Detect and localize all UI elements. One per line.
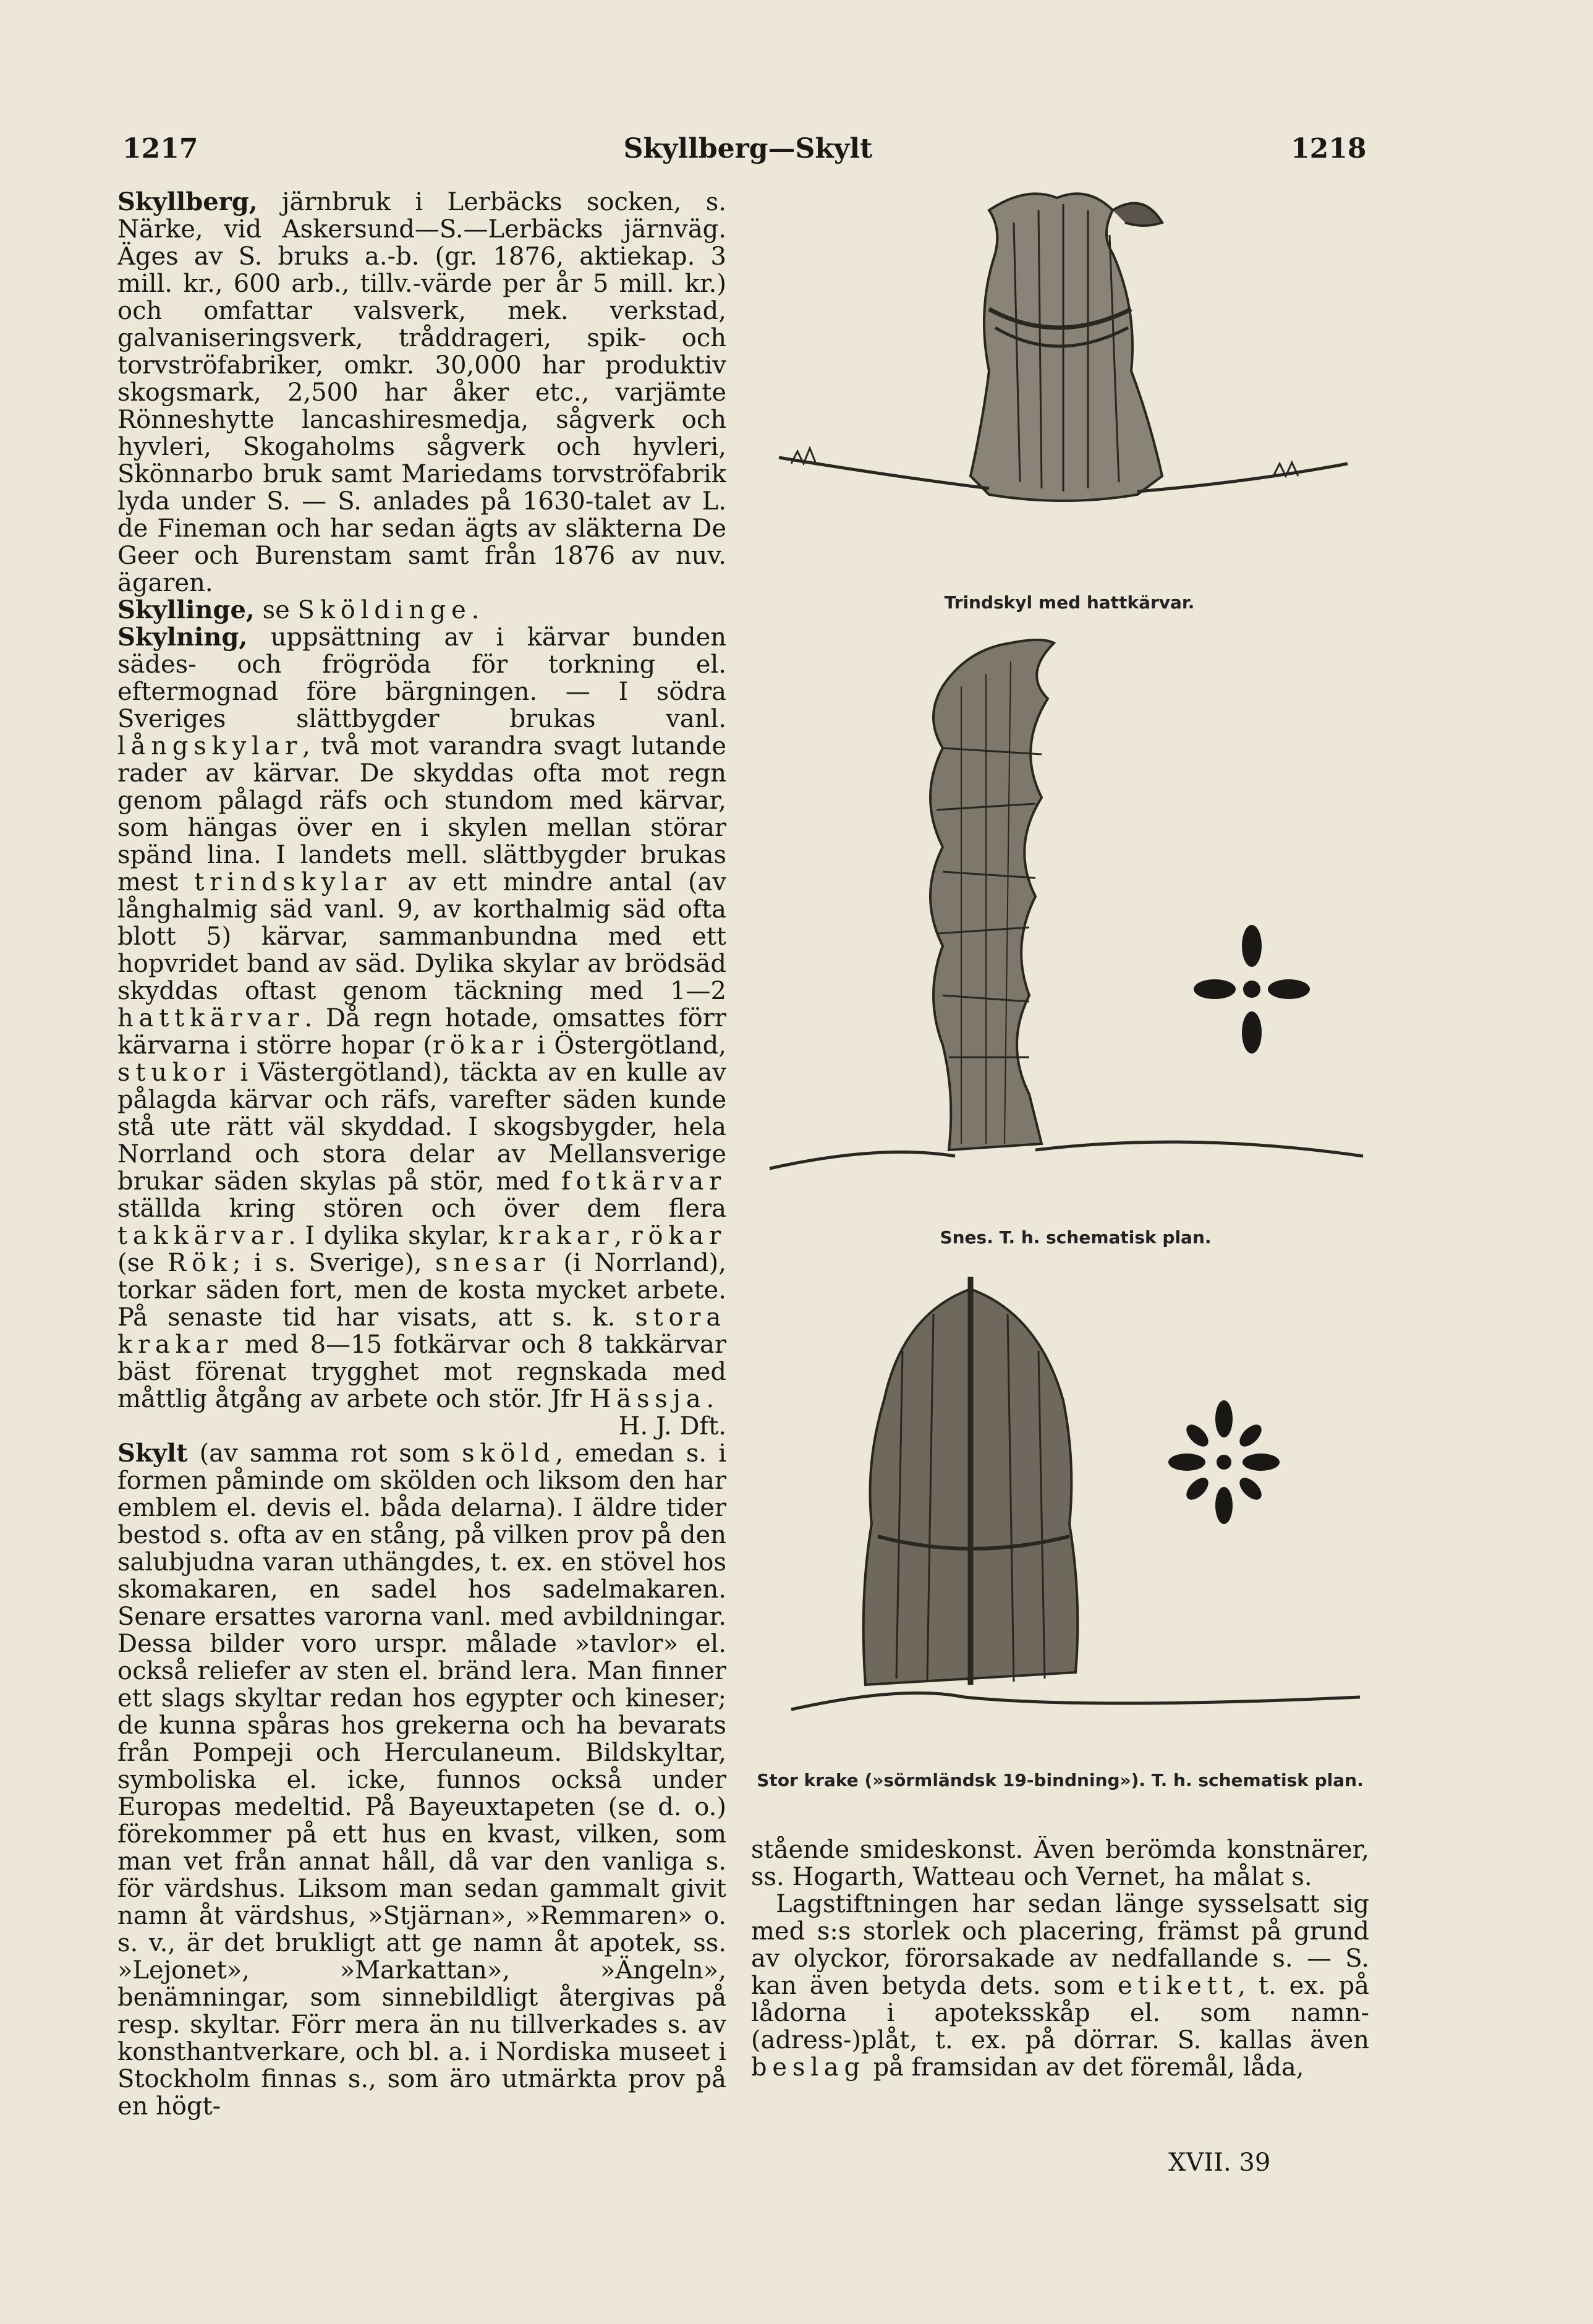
entry-skylt-paragraph bbox=[751, 1891, 1369, 2081]
cross-reference: Sköldinge bbox=[297, 596, 472, 624]
headword-skylt: Skylt bbox=[117, 1439, 188, 1468]
spaced-term: långskylar bbox=[117, 732, 303, 760]
figure-trindskyl-illustration bbox=[767, 185, 1360, 581]
entry-text: ; i s. Sverige), bbox=[232, 1249, 436, 1277]
entry-text: ställda kring stören och över dem flera bbox=[117, 1194, 726, 1223]
spaced-term: stukor bbox=[117, 1058, 231, 1087]
entry-skylt bbox=[117, 1440, 726, 2120]
headword-skyllberg: Skyllberg, bbox=[117, 189, 258, 216]
entry-text: , två mot varandra svagt lutande rader av kärvar. De skyddas ofta mot regn genom pålagd räfs och stundom med kärvar, som hängas över en i skylen mellan störar spänd lina. I landets mell. slättbygder brukas mest bbox=[117, 732, 726, 896]
entry-text: . I dylika skylar, bbox=[288, 1222, 499, 1250]
schematic-plan-krake bbox=[1168, 1400, 1280, 1524]
spaced-term: Rök bbox=[168, 1249, 232, 1277]
volume-signature: XVII. 39 bbox=[1168, 2148, 1271, 2177]
figure-krake-illustration bbox=[779, 1277, 1372, 1759]
spaced-term: krakar bbox=[498, 1222, 614, 1250]
spaced-term: Hässja bbox=[589, 1385, 707, 1413]
figure-snes-illustration bbox=[757, 624, 1375, 1218]
entry-text: , t. ex. på lådorna i apoteksskåp el. som namn-(adress-)plåt, t. ex. på dörrar. S. kallas även bbox=[751, 1972, 1369, 2054]
headword-skylning: Skylning, bbox=[117, 623, 248, 652]
entry-text: . bbox=[706, 1385, 715, 1413]
spaced-term: etikett bbox=[1118, 1972, 1238, 2000]
spaced-term: snesar bbox=[435, 1249, 551, 1277]
schematic-plan-snes bbox=[1194, 925, 1310, 1053]
figure-caption-1: Trindskyl med hattkärvar. bbox=[944, 592, 1195, 613]
spaced-term: stora krakar bbox=[117, 1303, 726, 1359]
entry-text: , emedan s. i formen påminde om skölden och liksom den har emblem el. devis el. båda delarna). I äldre tider bestod s. ofta av en stång, på vilken prov på den salubjudna varan uthängdes, t. ex. en stövel hos skomakaren, en sadel hos sadelmakaren. Senare ersattes varorna vanl. med avbildningar. Dessa bilder voro urspr. målade »tavlor» el. också reliefer av sten el. bränd lera. Man finner ett slags skyltar redan hos egypter och kineser; de kunna spåras hos grekerna och ha bevarats från Pompeji och Herculaneum. Bildskyltar, symboliska el. icke, funnos också under Europas medeltid. På Bayeuxtapeten (se d. o.) förekommer på ett hus en kvast, vilken, som man vet från annat håll, då var den vanliga s. för värdshus. Liksom man sedan gammalt givit namn åt värdshus, »Stjärnan», »Remmaren» o. s. v., är det brukligt att ge namn åt apotek, ss. »Lejonet», »Markattan», »Ängeln», benämningar, som sinnebildligt återgivas på resp. skyltar. Förr mera än nu tillverkades s. av konsthantverkare, och bl. a. i Nordiska museet i Stockholm finnas s., som äro utmärkta prov på en högt- bbox=[117, 1439, 726, 2121]
entry-text: av ett mindre antal (av långhalmig säd vanl. 9, av korthalmig säd ofta blott 5) kärvar, sammanbundna med ett hopvridet band av säd. Dylika skylar av brödsäd skyddas oftast genom täckning med 1—2 bbox=[117, 868, 726, 1005]
entry-text: (i Norrland), torkar säden fort, men de kosta mycket arbete. På senaste tid har visats, att s. k. bbox=[117, 1249, 726, 1332]
left-column bbox=[117, 189, 726, 2229]
entry-text: järnbruk i Lerbäcks socken, s. Närke, vid Askersund—S.—Lerbäcks järnväg. Äges av S. bruks a.-b. (gr. 1876, aktiekap. 3 mill. kr., 600 arb., tillv.-värde per år 5 mill. kr.) och omfattar valsverk, mek. verkstad, galvaniseringsverk, tråddrageri, spik- och torvströfabriker, omkr. 30,000 har produktiv skogsmark, 2,500 har åker etc., varjämte Rönneshytte lancashiresmedja, sågverk och hyvleri, Skogaholms sågverk och hyvleri, Skönnarbo bruk samt Mariedams torvströfabrik lyda under S. — S. anlades på 1630-talet av L. de Fineman och har sedan ägts av släkterna De Geer och Burenstam samt från 1876 av nuv. ägaren. bbox=[117, 189, 726, 597]
spaced-term: rökar bbox=[631, 1222, 726, 1250]
entry-skylt-continued: stående smideskonst. Även berömda konstnärer, ss. Hogarth, Watteau och Vernet, ha målat s. bbox=[751, 1836, 1369, 1891]
spaced-term: takkärvar bbox=[117, 1222, 289, 1250]
spaced-term: sköld bbox=[462, 1439, 556, 1468]
spaced-term: rökar bbox=[433, 1031, 529, 1060]
page-number-right: 1218 bbox=[1291, 133, 1367, 164]
entry-text: i Östergötland, bbox=[528, 1031, 726, 1060]
entry-skyllinge bbox=[117, 597, 726, 624]
entry-text: se bbox=[254, 596, 298, 624]
headword-skyllinge: Skyllinge, bbox=[117, 595, 255, 624]
page-number-left: 1217 bbox=[122, 133, 198, 164]
running-head: Skyllberg—Skylt bbox=[623, 133, 873, 164]
spaced-term: hattkärvar bbox=[117, 1004, 305, 1032]
entry-text: (av samma rot som bbox=[187, 1439, 462, 1468]
spaced-term: beslag bbox=[751, 2053, 865, 2081]
entry-text: . Då regn hotade, omsattes förr kärvarna i större hopar ( bbox=[117, 1004, 726, 1060]
entry-text: (se bbox=[117, 1249, 168, 1277]
entry-text: på framsidan av det föremål, låda, bbox=[865, 2053, 1304, 2081]
figure-caption-2: Snes. T. h. schematisk plan. bbox=[940, 1227, 1212, 1248]
entry-text: . bbox=[471, 596, 480, 624]
spaced-term: fotkärvar bbox=[561, 1167, 726, 1196]
entry-text: Lagstiftningen har sedan länge sysselsatt sig med s:s storlek och placering, främst på grund av olyckor, förorsakade av nedfallande s. — S. kan även betyda dets. som bbox=[751, 1890, 1369, 2000]
entry-skylning bbox=[117, 623, 726, 1441]
spaced-term: trindskylar bbox=[194, 868, 392, 896]
entry-text: , bbox=[614, 1222, 631, 1250]
entry-text: i Västergötland), täckta av en kulle av pålagda kärvar och räfs, varefter säden kunde stå ute rätt väl skyddad. I skogsbygder, hela Norrland och stora delar av Mellansverige brukar säden skylas på stör, med bbox=[117, 1058, 726, 1196]
entry-skyllberg bbox=[117, 189, 726, 597]
right-column bbox=[751, 1836, 1369, 2081]
entry-text: uppsättning av i kärvar bunden sädes- och frögröda för torkning el. eftermognad före bärgningen. — I södra Sveriges slättbygder brukas vanl. bbox=[117, 623, 726, 733]
entry-text: med 8—15 fotkärvar och 8 takkärvar bäst förenat trygghet mot regnskada med måttlig åtgång av arbete och stör. Jfr bbox=[117, 1330, 726, 1413]
author-signature: H. J. Dft. bbox=[618, 1412, 726, 1441]
figure-caption-3: Stor krake (»sörmländsk 19-bindning»). T. h. schematisk plan. bbox=[757, 1770, 1364, 1790]
